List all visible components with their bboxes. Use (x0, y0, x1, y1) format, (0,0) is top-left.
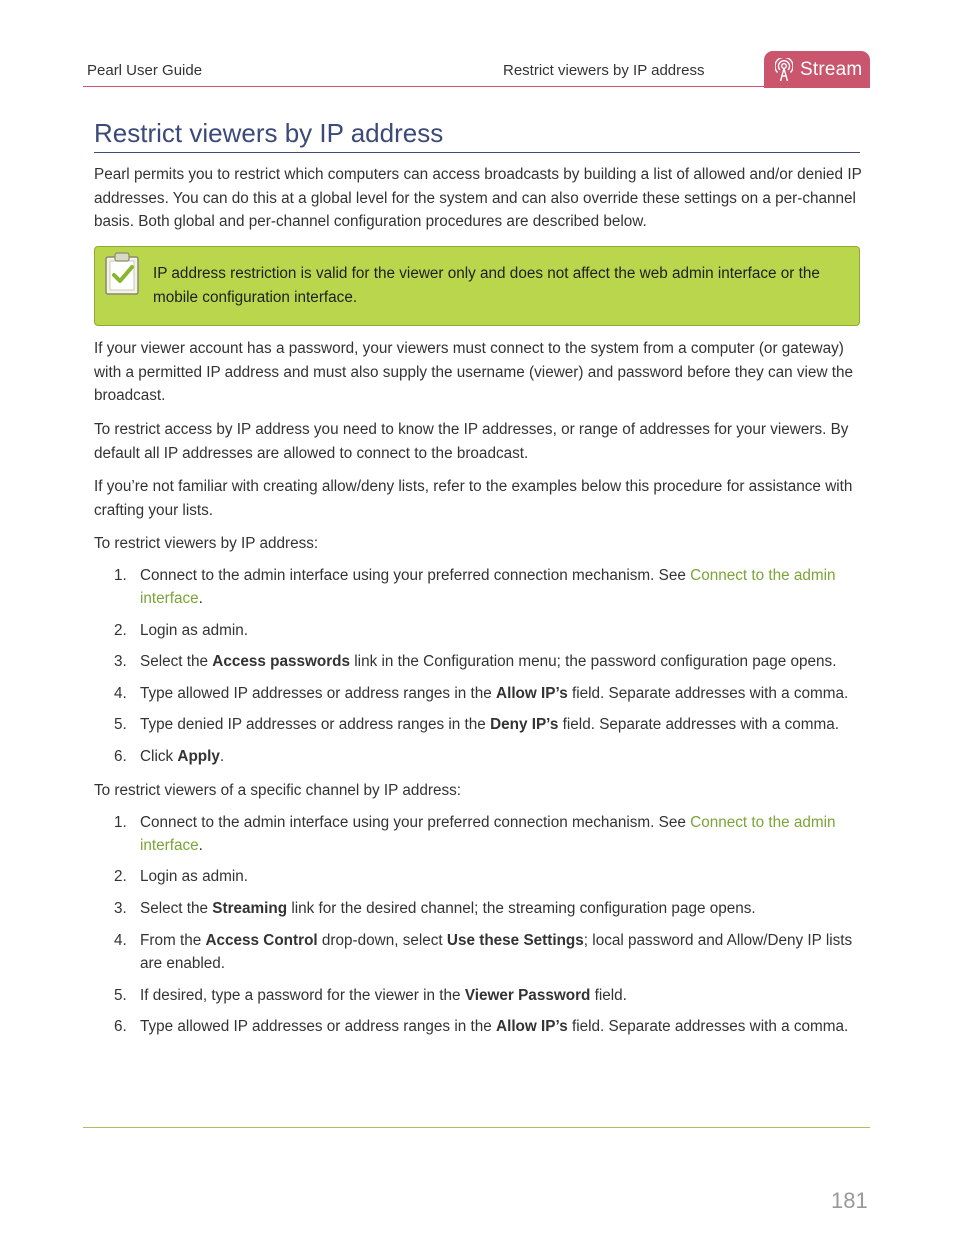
step-text: Connect to the admin interface using your preferred connection mechanism. See Connect to the admin interface. (140, 814, 836, 854)
step-text: Connect to the admin interface using your preferred connection mechanism. See Connect to the admin interface. (140, 567, 836, 607)
step-number: 5. (114, 716, 127, 733)
title-rule (94, 152, 860, 153)
note-box (94, 246, 860, 326)
step-number: 1. (114, 814, 127, 831)
paragraph-password: If your viewer account has a password, your viewers must connect to the system from a computer (or gateway) with a permitted IP address and must also supply the username (viewer) and password before they can view the broadcast. (94, 340, 854, 404)
clipboard-check-icon (104, 250, 142, 296)
step-text: Select the Streaming link for the desired channel; the streaming configuration page opens. (140, 900, 756, 917)
header-rule (83, 86, 870, 87)
page-title: Restrict viewers by IP address (94, 118, 444, 148)
step-text: Login as admin. (140, 868, 248, 885)
procedure2-intro: To restrict viewers of a specific channel by IP address: (94, 782, 462, 799)
page-number: 181 (831, 1188, 868, 1213)
note-text: IP address restriction is valid for the viewer only and does not affect the web admin interface or the mobile configuration interface. (153, 265, 820, 306)
step-number: 5. (114, 987, 127, 1004)
step-number: 3. (114, 900, 127, 917)
footer-rule (83, 1127, 870, 1128)
step-number: 2. (114, 868, 127, 885)
stream-tab (764, 51, 870, 88)
paragraph-allow-deny: If you’re not familiar with creating allow/deny lists, refer to the examples below this procedure for assistance with crafting your lists. (94, 478, 853, 519)
step-number: 1. (114, 567, 127, 584)
step-text: Type denied IP addresses or address ranges in the Deny IP’s field. Separate addresses with a comma. (140, 716, 839, 733)
step-number: 4. (114, 932, 127, 949)
procedure1-intro: To restrict viewers by IP address: (94, 535, 319, 552)
step-number: 2. (114, 622, 127, 639)
connect-admin-link[interactable]: Connect to the admin interface (140, 567, 836, 607)
step-text: Type allowed IP addresses or address ranges in the Allow IP’s field. Separate addresses with a comma. (140, 685, 849, 702)
step-text: If desired, type a password for the viewer in the Viewer Password field. (140, 987, 627, 1004)
broadcast-icon (775, 58, 793, 82)
step-text: Select the Access passwords link in the Configuration menu; the password configuration page opens. (140, 653, 837, 670)
step-text: Click Apply. (140, 748, 225, 765)
step-number: 6. (114, 1018, 127, 1035)
section-title: Restrict viewers by IP address (503, 62, 705, 79)
paragraph-restrict-access: To restrict access by IP address you need to know the IP addresses, or range of addresses for your viewers. By default all IP addresses are allowed to connect to the broadcast. (94, 421, 849, 462)
step-number: 6. (114, 748, 127, 765)
intro-paragraph: Pearl permits you to restrict which computers can access broadcasts by building a list of allowed and/or denied IP addresses. You can do this at a global level for the system and can also override these settings on a per-channel basis. Both global and per-channel configuration procedures are described below. (94, 166, 862, 230)
step-number: 4. (114, 685, 127, 702)
step-text: Type allowed IP addresses or address ranges in the Allow IP’s field. Separate addresses with a comma. (140, 1018, 849, 1035)
stream-tab-label: Stream (800, 58, 863, 80)
step-number: 3. (114, 653, 127, 670)
step-text: Login as admin. (140, 622, 248, 639)
step-text: From the Access Control drop-down, select Use these Settings; local password and Allow/Deny IP lists are enabled. (140, 932, 853, 972)
guide-title: Pearl User Guide (87, 62, 203, 79)
connect-admin-link[interactable]: Connect to the admin interface (140, 814, 836, 854)
